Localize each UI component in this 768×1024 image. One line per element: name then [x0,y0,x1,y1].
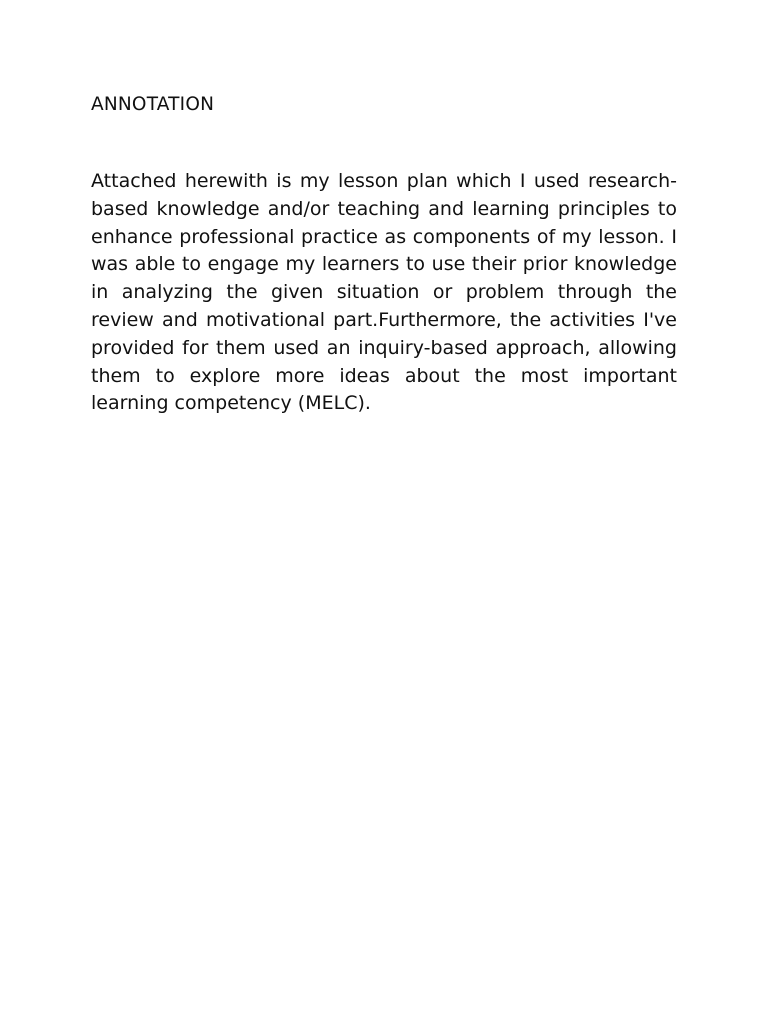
annotation-paragraph: Attached herewith is my lesson plan which I used research-based knowledge and/or teaching and learning principles to enhance professional practice as components of my lesson. I was able to engage my learners to use their prior knowledge in analyzing the given situation or problem through the review and motivational part.Furthermore, the activities I've provided for them used an inquiry-based approach, allowing them to explore more ideas about the most important learning competency (MELC). [91,170,677,415]
document-heading: ANNOTATION [91,94,215,115]
